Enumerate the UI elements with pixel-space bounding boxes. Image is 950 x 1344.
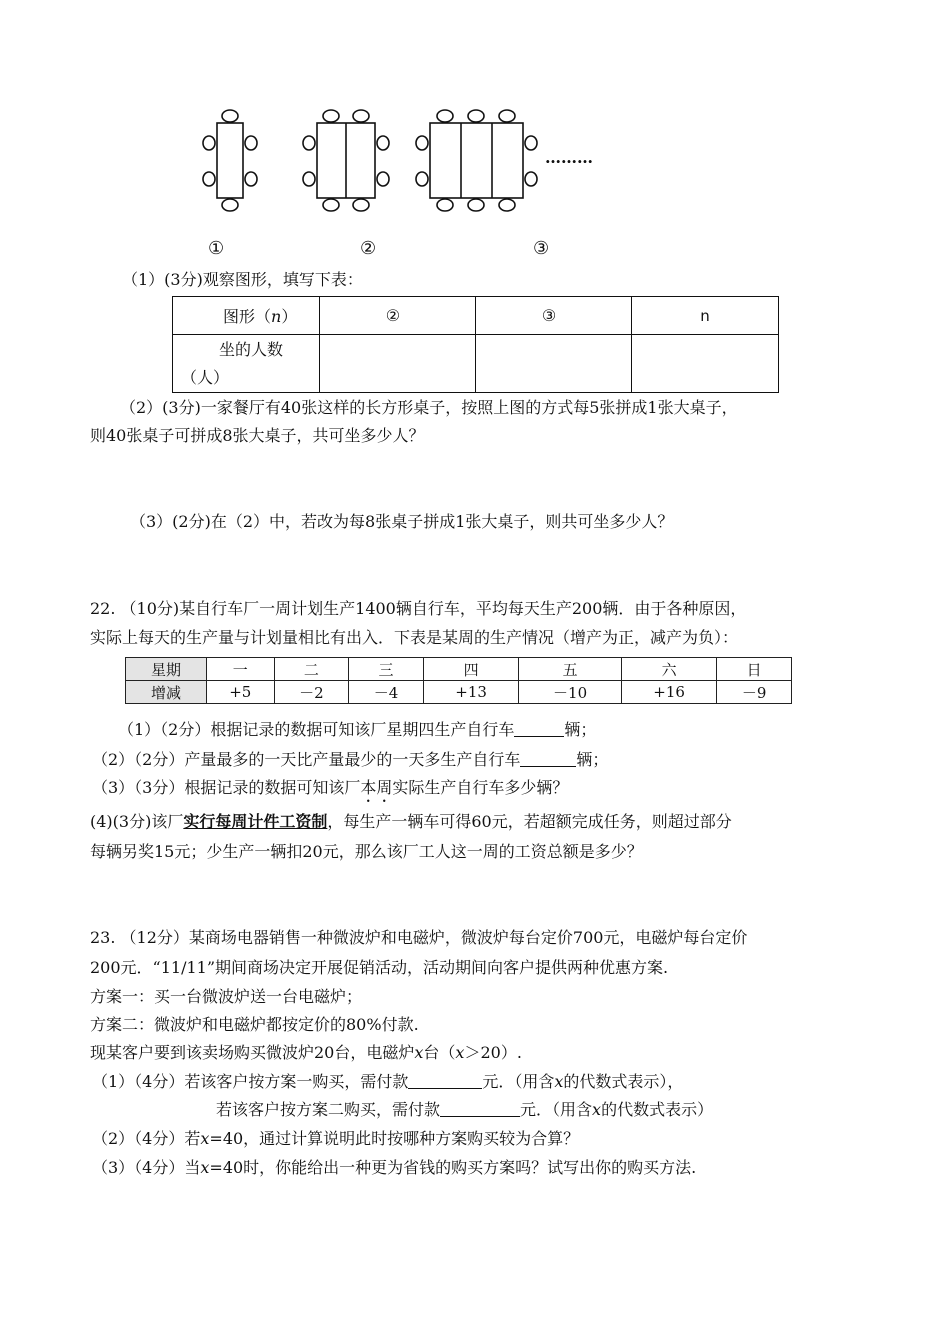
q23-line2: 200元．“11/11”期间商场决定开展促销活动，活动期间向客户提供两种优惠方案.	[90, 958, 669, 977]
q22-day-fri: 五	[519, 658, 622, 681]
q22-sub1: （1）（2分）根据记录的数据可知该厂星期四生产自行车 辆；	[118, 720, 597, 739]
figure-label-3: ③	[533, 238, 550, 259]
q22-sub2: （2）（2分）产量最多的一天比产量最少的一天多生产自行车 辆；	[92, 750, 609, 769]
q23-plan2: 方案二：微波炉和电磁炉都按定价的80%付款.	[90, 1015, 419, 1034]
q23-sub1-line1: （1）（4分）若该客户按方案一购买，需付款 元．（用含x的代数式表示），	[92, 1072, 684, 1091]
table-rect-1	[217, 123, 243, 198]
q21-row1-label: 图形（n）	[173, 297, 320, 335]
q23-sub1-blank2[interactable]	[440, 1100, 520, 1117]
q22-value-thu: +13	[423, 681, 518, 704]
q23-sub1-line2: 若该客户按方案二购买，需付款 元．（用含x的代数式表示）	[216, 1100, 714, 1119]
q22-value-tue: －2	[274, 681, 349, 704]
q22-sub2-blank[interactable]	[520, 750, 576, 767]
q22-day-sun: 日	[717, 658, 792, 681]
q21-row2-label: 坐的人数 （人）	[173, 335, 320, 393]
q22-sub4-line2: 每辆另奖15元；少生产一辆扣20元，那么该厂工人这一周的工资总额是多少？	[90, 842, 643, 861]
q22-line1: 22. （10分)某自行车厂一周计划生产1400辆自行车，平均每天生产200辆．由于各种原因，	[90, 599, 747, 618]
q22-day-thu: 四	[423, 658, 518, 681]
q22-sub1-blank[interactable]	[514, 720, 564, 737]
q22-sub3: （3）（3分）根据记录的数据可知该厂本周实际生产自行车多少辆？	[92, 778, 569, 797]
q22-day-wed: 三	[349, 658, 424, 681]
q22-header-label: 星期	[126, 658, 207, 681]
q23-sub1-blank1[interactable]	[408, 1072, 482, 1089]
q23-line1: 23. （12分）某商场电器销售一种微波炉和电磁炉，微波炉每台定价700元，电磁炉每台定价	[90, 928, 748, 947]
q21-col-fig3: ③	[475, 297, 631, 335]
q22-day-tue: 二	[274, 658, 349, 681]
q22-value-fri: －10	[519, 681, 622, 704]
figure-label-2: ②	[360, 238, 377, 259]
q22-value-sun: －9	[717, 681, 792, 704]
q23-line5: 现某客户要到该卖场购买微波炉20台，电磁炉x台（x＞20）.	[90, 1043, 522, 1062]
q21-answer-cell-fig2[interactable]	[319, 335, 475, 393]
q23-sub2: （2）（4分）若x=40，通过计算说明此时按哪种方案购买较为合算？	[92, 1129, 580, 1148]
q21-col-fig2: ②	[319, 297, 475, 335]
q21-part1: （1）(3分)观察图形，填写下表：	[122, 270, 363, 289]
q21-col-n: n	[632, 297, 779, 335]
q22-value-sat: +16	[621, 681, 716, 704]
q22-production-table	[125, 657, 792, 704]
q21-answer-table	[172, 296, 779, 393]
q21-part2-line2: 则40张桌子可拼成8张大桌子，共可坐多少人？	[90, 426, 425, 445]
q21-part2-line1: （2）(3分)一家餐厅有40张这样的长方形桌子，按照上图的方式每5张拼成1张大桌子，	[120, 398, 738, 417]
q23-sub3: （3）（4分）当x=40时，你能给出一种更为省钱的购买方案吗？试写出你的购买方法.	[92, 1158, 697, 1177]
table-rect-3	[430, 123, 523, 198]
q21-part3: （3）(2分)在（2）中，若改为每8张桌子拼成1张大桌子，则共可坐多少人？	[130, 512, 674, 531]
q22-day-sat: 六	[621, 658, 716, 681]
q22-value-mon: +5	[207, 681, 275, 704]
figure-label-1: ①	[208, 238, 225, 259]
q21-answer-cell-fig3[interactable]	[475, 335, 631, 393]
q22-line2: 实际上每天的生产量与计划量相比有出入．下表是某周的生产情况（增产为正，减产为负）：	[90, 628, 739, 647]
q22-value-wed: －4	[349, 681, 424, 704]
q22-day-mon: 一	[207, 658, 275, 681]
q23-plan1: 方案一：买一台微波炉送一台电磁炉；	[90, 987, 363, 1006]
q21-answer-cell-n[interactable]	[632, 335, 779, 393]
q22-row-label: 增减	[126, 681, 207, 704]
q22-sub4-line1: (4)(3分)该厂实行每周计件工资制，每生产一辆车可得60元，若超额完成任务，则超过部分	[90, 812, 732, 831]
figure-ellipsis: ………	[545, 148, 593, 167]
